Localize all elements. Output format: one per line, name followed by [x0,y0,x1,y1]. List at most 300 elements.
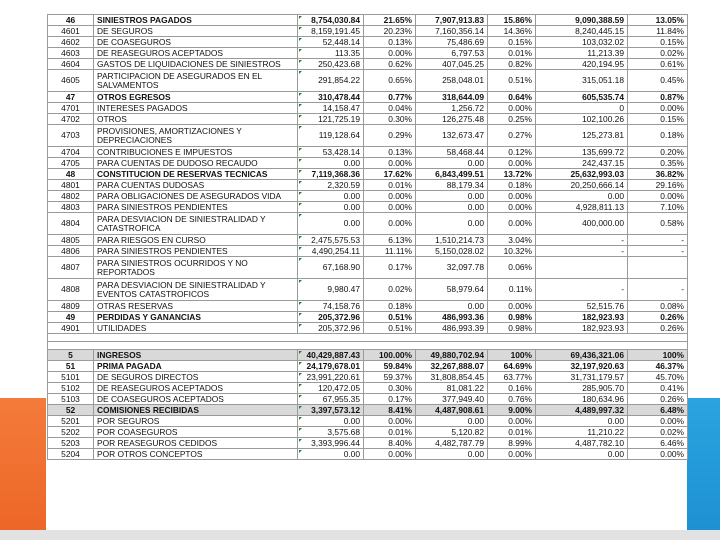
table-row [48,257,688,279]
percent-period-3-cell: 0.41% [628,383,688,394]
table-row [48,394,688,405]
amount-period-3-cell: 315,051.18 [536,70,628,92]
percent-period-2-cell: 0.27% [488,125,536,147]
account-label-cell: PARA OBLIGACIONES DE ASEGURADOS VIDA [94,191,298,202]
amount-period-3-cell: 103,032.02 [536,37,628,48]
table-row [48,37,688,48]
account-code-cell: 5201 [48,416,94,427]
percent-period-3-cell [628,257,688,279]
amount-period-3-cell: 20,250,666.14 [536,180,628,191]
amount-period-3-cell: 11,213.39 [536,48,628,59]
percent-period-2-cell: 0.06% [488,257,536,279]
amount-period-2-cell: 49,880,702.94 [416,350,488,361]
account-code-cell: 4901 [48,323,94,334]
amount-period-2-cell: 81,081.22 [416,383,488,394]
amount-period-2-cell: 258,048.01 [416,70,488,92]
percent-period-1-cell: 21.65% [364,15,416,26]
amount-period-2-cell: 132,673.47 [416,125,488,147]
percent-period-3-cell: 0.26% [628,323,688,334]
percent-period-1-cell: 59.84% [364,361,416,372]
account-label-cell: DE COASEGUROS [94,37,298,48]
account-code-cell: 5102 [48,383,94,394]
percent-period-3-cell: 7.10% [628,202,688,213]
account-code-cell: 5202 [48,427,94,438]
table-row [48,114,688,125]
account-code-cell: 4801 [48,180,94,191]
percent-period-3-cell: 0.15% [628,114,688,125]
spacer-row [48,334,688,342]
table-row [48,48,688,59]
account-label-cell: PARA DESVIACION DE SINIESTRALIDAD Y EVENTOS CATASTROFICOS [94,279,298,301]
percent-period-2-cell: 0.18% [488,180,536,191]
amount-period-1-cell: 8,754,030.84 [298,15,364,26]
amount-period-1-cell: 205,372.96 [298,323,364,334]
amount-period-2-cell: 0.00 [416,301,488,312]
slide-footer-band [0,530,720,540]
amount-period-3-cell: 31,731,179.57 [536,372,628,383]
account-label-cell: CONSTITUCION DE RESERVAS TECNICAS [94,169,298,180]
table-row [48,279,688,301]
table-body [48,15,688,460]
amount-period-1-cell: 24,179,678.01 [298,361,364,372]
percent-period-3-cell: 0.00% [628,191,688,202]
amount-period-2-cell: 318,644.09 [416,92,488,103]
table-row [48,427,688,438]
percent-period-1-cell: 0.13% [364,147,416,158]
table-row [48,372,688,383]
percent-period-3-cell: 0.00% [628,449,688,460]
account-label-cell: CONTRIBUCIONES E IMPUESTOS [94,147,298,158]
account-code-cell: 5103 [48,394,94,405]
percent-period-1-cell: 0.65% [364,70,416,92]
percent-period-1-cell: 0.51% [364,312,416,323]
percent-period-3-cell: 0.15% [628,37,688,48]
table-row [48,405,688,416]
amount-period-3-cell: 420,194.95 [536,59,628,70]
amount-period-1-cell: 3,397,573.12 [298,405,364,416]
table-row [48,312,688,323]
percent-period-1-cell: 20.23% [364,26,416,37]
account-code-cell: 5 [48,350,94,361]
percent-period-1-cell: 0.18% [364,301,416,312]
percent-period-2-cell: 64.69% [488,361,536,372]
amount-period-3-cell: 135,699.72 [536,147,628,158]
account-code-cell: 4704 [48,147,94,158]
percent-period-1-cell: 0.51% [364,323,416,334]
percent-period-2-cell: 0.82% [488,59,536,70]
amount-period-2-cell: 58,979.64 [416,279,488,301]
table-row [48,191,688,202]
table-row [48,158,688,169]
amount-period-1-cell: 3,575.68 [298,427,364,438]
percent-period-1-cell: 0.00% [364,48,416,59]
account-label-cell: PARA SINIESTROS PENDIENTES [94,246,298,257]
percent-period-1-cell: 0.01% [364,427,416,438]
percent-period-3-cell: 0.35% [628,158,688,169]
percent-period-2-cell: 9.00% [488,405,536,416]
percent-period-1-cell: 0.00% [364,213,416,235]
account-code-cell: 4802 [48,191,94,202]
percent-period-3-cell: 0.20% [628,147,688,158]
table-row [48,59,688,70]
percent-period-1-cell: 0.30% [364,114,416,125]
account-label-cell: INGRESOS [94,350,298,361]
percent-period-3-cell: - [628,235,688,246]
table-row [48,103,688,114]
amount-period-2-cell: 4,482,787.79 [416,438,488,449]
amount-period-1-cell: 2,320.59 [298,180,364,191]
amount-period-2-cell: 1,256.72 [416,103,488,114]
amount-period-1-cell: 40,429,887.43 [298,350,364,361]
percent-period-1-cell: 0.01% [364,180,416,191]
amount-period-1-cell: 2,475,575.53 [298,235,364,246]
amount-period-1-cell: 4,490,254.11 [298,246,364,257]
amount-period-3-cell: 32,197,920.63 [536,361,628,372]
percent-period-2-cell: 0.01% [488,48,536,59]
amount-period-3-cell: 4,489,997.32 [536,405,628,416]
account-label-cell: POR REASEGUROS CEDIDOS [94,438,298,449]
amount-period-1-cell: 310,478.44 [298,92,364,103]
blue-accent-bar [687,398,720,540]
amount-period-1-cell: 7,119,368.36 [298,169,364,180]
account-code-cell: 5101 [48,372,94,383]
percent-period-3-cell: 36.82% [628,169,688,180]
percent-period-2-cell: 63.77% [488,372,536,383]
account-code-cell: 4602 [48,37,94,48]
amount-period-1-cell: 67,955.35 [298,394,364,405]
percent-period-3-cell: 100% [628,350,688,361]
amount-period-1-cell: 67,168.90 [298,257,364,279]
amount-period-1-cell: 53,428.14 [298,147,364,158]
table-row [48,361,688,372]
amount-period-2-cell: 6,797.53 [416,48,488,59]
account-label-cell: INTERESES PAGADOS [94,103,298,114]
amount-period-1-cell: 0.00 [298,191,364,202]
amount-period-1-cell: 14,158.47 [298,103,364,114]
account-label-cell: PARA SINIESTROS PENDIENTES [94,202,298,213]
percent-period-3-cell: 45.70% [628,372,688,383]
table-row [48,147,688,158]
account-label-cell: PARA DESVIACION DE SINIESTRALIDAD Y CATASTROFICA [94,213,298,235]
amount-period-1-cell: 250,423.68 [298,59,364,70]
table-row [48,383,688,394]
percent-period-3-cell: - [628,246,688,257]
account-label-cell: DE SEGUROS DIRECTOS [94,372,298,383]
account-label-cell: DE REASEGUROS ACEPTADOS [94,48,298,59]
percent-period-3-cell: 0.00% [628,416,688,427]
percent-period-3-cell: 0.00% [628,103,688,114]
account-label-cell: PARA RIESGOS EN CURSO [94,235,298,246]
percent-period-2-cell: 0.00% [488,213,536,235]
amount-period-1-cell: 9,980.47 [298,279,364,301]
account-code-cell: 4601 [48,26,94,37]
amount-period-3-cell: - [536,246,628,257]
percent-period-1-cell: 0.17% [364,257,416,279]
percent-period-1-cell: 0.30% [364,383,416,394]
table-row [48,202,688,213]
amount-period-2-cell: 0.00 [416,202,488,213]
percent-period-3-cell: 29.16% [628,180,688,191]
percent-period-2-cell: 8.99% [488,438,536,449]
account-label-cell: PARA SINIESTROS OCURRIDOS Y NO REPORTADOS [94,257,298,279]
amount-period-2-cell: 88,179.34 [416,180,488,191]
amount-period-2-cell: 1,510,214.73 [416,235,488,246]
amount-period-1-cell: 113.35 [298,48,364,59]
table-row [48,449,688,460]
table-row [48,235,688,246]
account-code-cell: 4809 [48,301,94,312]
account-code-cell: 4701 [48,103,94,114]
percent-period-2-cell: 0.98% [488,312,536,323]
percent-period-1-cell: 0.02% [364,279,416,301]
spacer-cell [48,342,688,350]
table-row [48,92,688,103]
amount-period-2-cell: 486,993.36 [416,312,488,323]
percent-period-1-cell: 100.00% [364,350,416,361]
amount-period-3-cell: 285,905.70 [536,383,628,394]
account-code-cell: 4807 [48,257,94,279]
account-code-cell: 4804 [48,213,94,235]
amount-period-1-cell: 205,372.96 [298,312,364,323]
percent-period-1-cell: 0.77% [364,92,416,103]
account-label-cell: OTRAS RESERVAS [94,301,298,312]
amount-period-1-cell: 119,128.64 [298,125,364,147]
table-row [48,416,688,427]
account-label-cell: PERDIDAS Y GANANCIAS [94,312,298,323]
percent-period-1-cell: 0.04% [364,103,416,114]
percent-period-3-cell: 0.02% [628,48,688,59]
percent-period-3-cell: - [628,279,688,301]
percent-period-2-cell: 0.01% [488,427,536,438]
account-label-cell: OTROS [94,114,298,125]
amount-period-2-cell: 7,907,913.83 [416,15,488,26]
orange-accent-bar [0,398,46,540]
percent-period-2-cell: 0.16% [488,383,536,394]
account-label-cell: PRIMA PAGADA [94,361,298,372]
account-label-cell: DE REASEGUROS ACEPTADOS [94,383,298,394]
account-label-cell: COMISIONES RECIBIDAS [94,405,298,416]
account-code-cell: 4803 [48,202,94,213]
percent-period-1-cell: 0.00% [364,191,416,202]
amount-period-1-cell: 52,448.14 [298,37,364,48]
percent-period-2-cell: 0.25% [488,114,536,125]
percent-period-3-cell: 0.02% [628,427,688,438]
percent-period-2-cell: 13.72% [488,169,536,180]
account-code-cell: 4705 [48,158,94,169]
table-row [48,301,688,312]
table-row [48,15,688,26]
amount-period-2-cell: 6,843,499.51 [416,169,488,180]
amount-period-3-cell: 4,928,811.13 [536,202,628,213]
spacer-cell [48,334,688,342]
percent-period-3-cell: 0.87% [628,92,688,103]
amount-period-3-cell: 182,923.93 [536,323,628,334]
account-code-cell: 5204 [48,449,94,460]
amount-period-3-cell: 182,923.93 [536,312,628,323]
amount-period-3-cell: 25,632,993.03 [536,169,628,180]
percent-period-2-cell: 0.00% [488,158,536,169]
percent-period-3-cell: 46.37% [628,361,688,372]
percent-period-2-cell: 100% [488,350,536,361]
table-row [48,169,688,180]
amount-period-3-cell: - [536,235,628,246]
table-row [48,70,688,92]
amount-period-1-cell: 8,159,191.45 [298,26,364,37]
account-label-cell: PARA CUENTAS DE DUDOSO RECAUDO [94,158,298,169]
amount-period-2-cell: 407,045.25 [416,59,488,70]
amount-period-3-cell: 52,515.76 [536,301,628,312]
account-code-cell: 4806 [48,246,94,257]
percent-period-1-cell: 11.11% [364,246,416,257]
amount-period-1-cell: 291,854.22 [298,70,364,92]
percent-period-2-cell: 0.00% [488,416,536,427]
account-label-cell: PARTICIPACION DE ASEGURADOS EN EL SALVAMENTOS [94,70,298,92]
amount-period-3-cell: 0.00 [536,416,628,427]
table-row [48,438,688,449]
percent-period-3-cell: 0.26% [628,312,688,323]
percent-period-2-cell: 0.00% [488,449,536,460]
amount-period-1-cell: 0.00 [298,416,364,427]
account-code-cell: 4805 [48,235,94,246]
account-label-cell: POR COASEGUROS [94,427,298,438]
percent-period-1-cell: 0.62% [364,59,416,70]
account-code-cell: 4702 [48,114,94,125]
account-label-cell: UTILIDADES [94,323,298,334]
percent-period-3-cell: 6.46% [628,438,688,449]
percent-period-3-cell: 0.45% [628,70,688,92]
amount-period-2-cell: 0.00 [416,449,488,460]
amount-period-3-cell: 69,436,321.06 [536,350,628,361]
percent-period-2-cell: 0.76% [488,394,536,405]
amount-period-2-cell: 4,487,908.61 [416,405,488,416]
account-code-cell: 49 [48,312,94,323]
account-label-cell: SINIESTROS PAGADOS [94,15,298,26]
amount-period-2-cell: 486,993.39 [416,323,488,334]
table-row [48,323,688,334]
percent-period-3-cell: 0.26% [628,394,688,405]
amount-period-1-cell: 0.00 [298,158,364,169]
percent-period-3-cell: 13.05% [628,15,688,26]
amount-period-3-cell: 102,100.26 [536,114,628,125]
amount-period-1-cell: 0.00 [298,449,364,460]
amount-period-3-cell: 0.00 [536,449,628,460]
table-row [48,26,688,37]
account-label-cell: POR SEGUROS [94,416,298,427]
account-label-cell: OTROS EGRESOS [94,92,298,103]
amount-period-3-cell: 400,000.00 [536,213,628,235]
amount-period-3-cell: 11,210.22 [536,427,628,438]
amount-period-2-cell: 5,120.82 [416,427,488,438]
table-row [48,213,688,235]
amount-period-3-cell: 180,634.96 [536,394,628,405]
amount-period-1-cell: 120,472.05 [298,383,364,394]
amount-period-2-cell: 0.00 [416,191,488,202]
amount-period-3-cell: 605,535.74 [536,92,628,103]
amount-period-1-cell: 74,158.76 [298,301,364,312]
account-code-cell: 47 [48,92,94,103]
percent-period-2-cell: 0.51% [488,70,536,92]
percent-period-1-cell: 0.00% [364,416,416,427]
amount-period-3-cell: - [536,279,628,301]
account-code-cell: 4605 [48,70,94,92]
amount-period-1-cell: 3,393,996.44 [298,438,364,449]
account-label-cell: DE COASEGUROS ACEPTADOS [94,394,298,405]
percent-period-1-cell: 8.40% [364,438,416,449]
table-row [48,350,688,361]
account-label-cell: DE SEGUROS [94,26,298,37]
account-code-cell: 4808 [48,279,94,301]
percent-period-2-cell: 0.15% [488,37,536,48]
percent-period-2-cell: 0.00% [488,191,536,202]
amount-period-2-cell: 58,468.44 [416,147,488,158]
amount-period-2-cell: 377,949.40 [416,394,488,405]
spacer-row [48,342,688,350]
percent-period-2-cell: 10.32% [488,246,536,257]
amount-period-2-cell: 7,160,356.14 [416,26,488,37]
amount-period-3-cell: 9,090,388.59 [536,15,628,26]
percent-period-3-cell: 0.61% [628,59,688,70]
amount-period-2-cell: 0.00 [416,213,488,235]
amount-period-3-cell: 4,487,782.10 [536,438,628,449]
percent-period-1-cell: 8.41% [364,405,416,416]
amount-period-3-cell: 242,437.15 [536,158,628,169]
amount-period-3-cell: 8,240,445.15 [536,26,628,37]
amount-period-2-cell: 126,275.48 [416,114,488,125]
percent-period-3-cell: 0.18% [628,125,688,147]
percent-period-1-cell: 0.17% [364,394,416,405]
amount-period-2-cell: 32,267,888.07 [416,361,488,372]
amount-period-1-cell: 0.00 [298,213,364,235]
percent-period-2-cell: 0.12% [488,147,536,158]
percent-period-1-cell: 6.13% [364,235,416,246]
amount-period-2-cell: 0.00 [416,158,488,169]
percent-period-2-cell: 0.64% [488,92,536,103]
percent-period-1-cell: 0.29% [364,125,416,147]
table-row [48,125,688,147]
account-code-cell: 46 [48,15,94,26]
account-label-cell: GASTOS DE LIQUIDACIONES DE SINIESTROS [94,59,298,70]
table-row [48,246,688,257]
account-code-cell: 4604 [48,59,94,70]
percent-period-2-cell: 0.98% [488,323,536,334]
amount-period-3-cell: 125,273.81 [536,125,628,147]
percent-period-2-cell: 0.00% [488,301,536,312]
financial-table [47,14,688,460]
percent-period-1-cell: 59.37% [364,372,416,383]
amount-period-1-cell: 0.00 [298,202,364,213]
percent-period-2-cell: 0.00% [488,103,536,114]
account-label-cell: POR OTROS CONCEPTOS [94,449,298,460]
account-code-cell: 4703 [48,125,94,147]
account-code-cell: 52 [48,405,94,416]
percent-period-2-cell: 0.11% [488,279,536,301]
account-label-cell: PROVISIONES, AMORTIZACIONES Y DEPRECIACIONES [94,125,298,147]
percent-period-3-cell: 0.58% [628,213,688,235]
account-code-cell: 48 [48,169,94,180]
percent-period-1-cell: 0.00% [364,202,416,213]
account-code-cell: 51 [48,361,94,372]
amount-period-2-cell: 31,808,854.45 [416,372,488,383]
account-code-cell: 4603 [48,48,94,59]
account-label-cell: PARA CUENTAS DUDOSAS [94,180,298,191]
account-code-cell: 5203 [48,438,94,449]
percent-period-3-cell: 6.48% [628,405,688,416]
amount-period-2-cell: 0.00 [416,416,488,427]
amount-period-1-cell: 23,991,220.61 [298,372,364,383]
percent-period-1-cell: 0.13% [364,37,416,48]
amount-period-1-cell: 121,725.19 [298,114,364,125]
percent-period-2-cell: 14.36% [488,26,536,37]
